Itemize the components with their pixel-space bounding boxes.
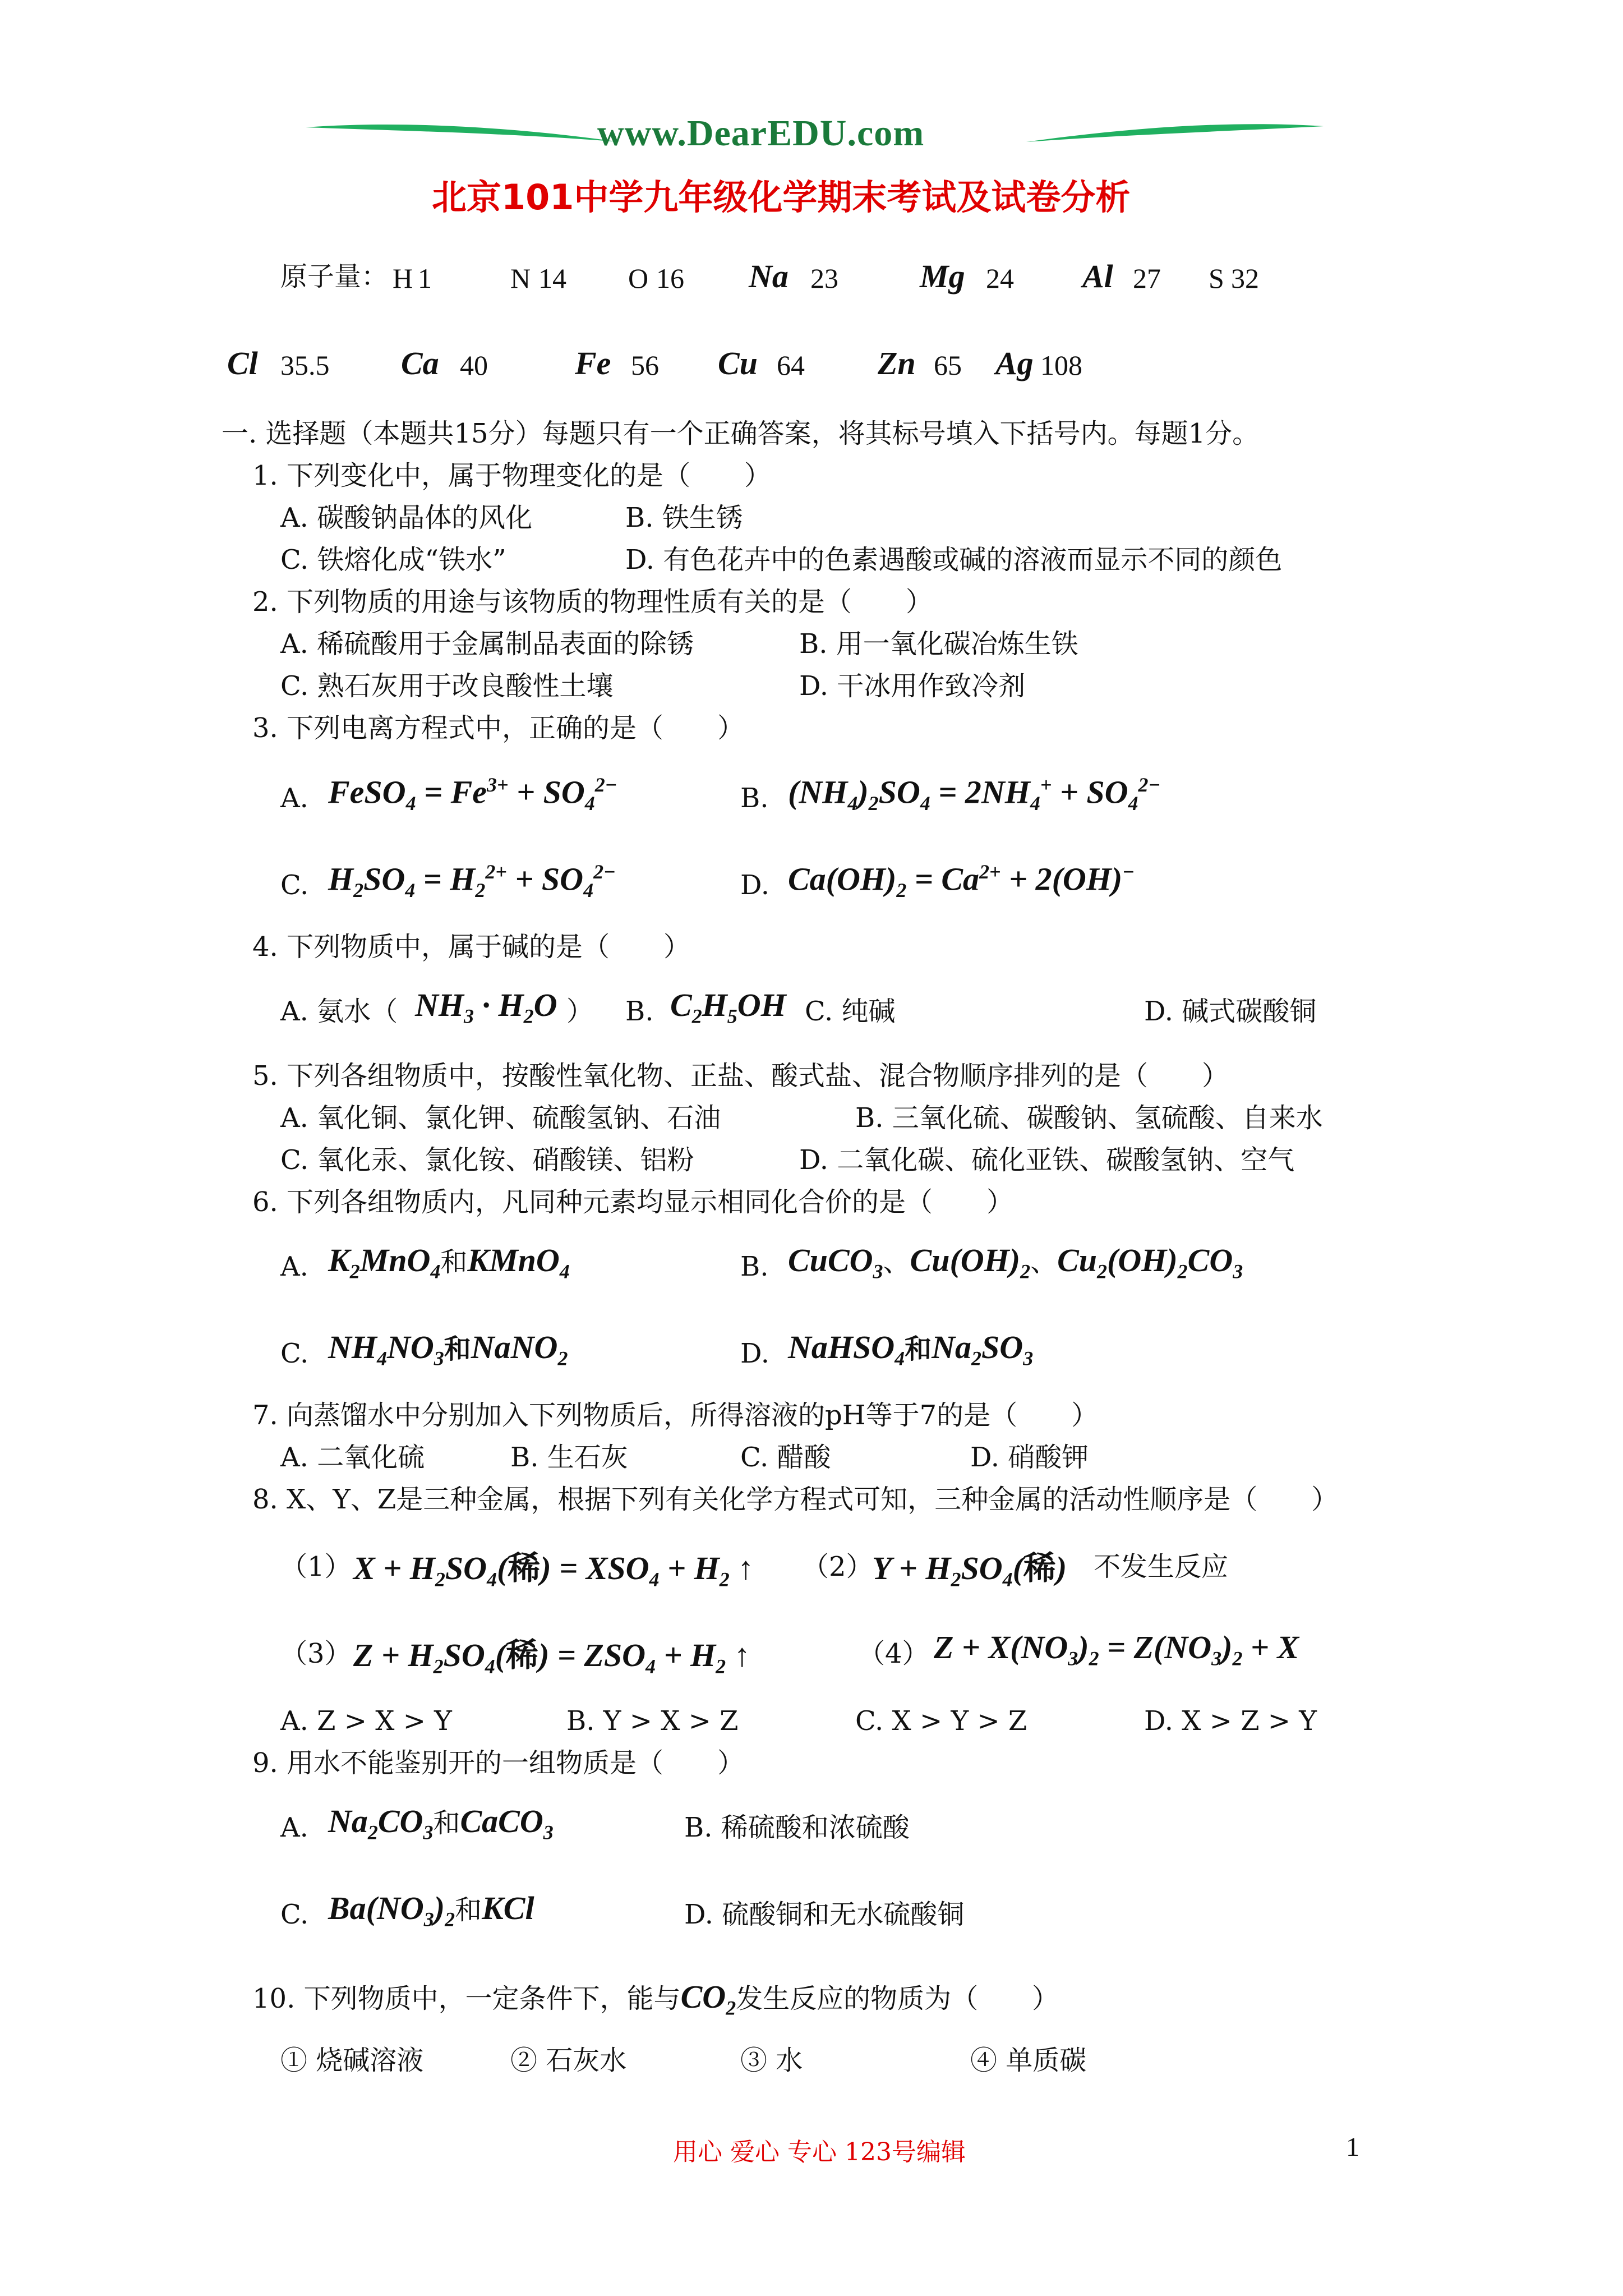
question-8-option-a: A. Z > X > Y [280, 1705, 452, 1737]
element-symbol: Cl [227, 345, 258, 381]
question-7-option-d: D. 硝酸钾 [970, 1442, 1089, 1473]
question-7-option-b: B. 生石灰 [510, 1442, 628, 1473]
question-4-formula-b: $C_2H_5OH$ [670, 987, 786, 1028]
question-8-equation-3: $Z + H_2SO_4$(稀) = $ZSO_4 + H_2$ ↑ [353, 1637, 750, 1678]
element-mass: 108 [1040, 349, 1082, 381]
question-5-stem: 5. 下列各组物质中，按酸性氧化物、正盐、酸式盐、混合物顺序排列的是（ ） [252, 1060, 1229, 1092]
question-9-formula-c: $Ba(NO_3)_2$和KCl [328, 1890, 534, 1931]
question-4-formula-a: $NH_3 \cdot H_2O$ [415, 987, 557, 1028]
element-symbol: N [510, 263, 531, 294]
question-6-formula-b: CuCO$_3$、$Cu(OH)_2$、$Cu_2(OH)_2CO_3$ [788, 1242, 1243, 1283]
question-8-stem: 8. X、Y、Z是三种金属，根据下列有关化学方程式可知，三种金属的活动性顺序是（ ） [252, 1484, 1339, 1515]
question-6-option-d-label: D. [740, 1338, 770, 1369]
element-mass: 14 [538, 263, 566, 294]
header-swoosh-right [1026, 121, 1324, 154]
question-6-option-b-label: B. [740, 1251, 769, 1282]
page-number: 1 [1346, 2132, 1359, 2162]
atomic-mass-label: 原子量： [280, 261, 389, 292]
question-8-option-b: B. Y > X > Z [566, 1705, 739, 1737]
question-3-stem: 3. 下列电离方程式中，正确的是（ ） [252, 712, 745, 744]
question-5-option-d: D. 二氧化碳、硫化亚铁、碳酸氢钠、空气 [799, 1144, 1295, 1176]
question-8-eq1-number: （1） [280, 1551, 352, 1582]
element-mass: 65 [934, 349, 962, 381]
element-mass: 35.5 [280, 349, 330, 381]
element-symbol: Mg [920, 258, 965, 295]
question-3-option-b-label: B. [740, 783, 769, 814]
question-9-option-d: D. 硫酸铜和无水硫酸铜 [684, 1899, 965, 1930]
question-3-equation-d: $Ca(OH)_2 = Ca^{2+} + 2(OH)^-$ [788, 861, 1135, 901]
question-8-eq2-number: （2） [802, 1551, 873, 1582]
question-10-option-1: ① 烧碱溶液 [280, 2045, 424, 2076]
question-9-option-c-label: C. [280, 1899, 309, 1930]
question-2-stem: 2. 下列物质的用途与该物质的物理性质有关的是（ ） [252, 586, 933, 618]
question-6-formula-a: $K_2MnO_4$和KMnO$_4$ [328, 1242, 570, 1283]
element-symbol: Al [1082, 258, 1113, 295]
element-mass: 40 [460, 349, 488, 381]
element-symbol: Ag [995, 345, 1034, 381]
question-7-option-a: A. 二氧化硫 [280, 1442, 425, 1473]
question-10-stem-end: 发生反应的物质为（ ） [736, 1983, 1059, 2014]
question-7-stem: 7. 向蒸馏水中分别加入下列物质后，所得溶液的pH等于7的是（ ） [252, 1400, 1099, 1431]
question-1-option-b: B. 铁生锈 [625, 502, 743, 533]
question-10-option-4: ④ 单质碳 [970, 2045, 1087, 2076]
question-8-equation-4: $Z + X(NO_3)_2 = Z(NO_3)_2 + X$ [934, 1629, 1299, 1670]
question-2-option-d: D. 干冰用作致冷剂 [799, 670, 1026, 702]
question-2-option-c: C. 熟石灰用于改良酸性土壤 [280, 670, 614, 702]
footer-text: 用心 爱心 专心 123号编辑 [673, 2138, 966, 2166]
question-3-equation-a: FeSO$_4$ = $Fe^{3+} + SO_4^{2-}$ [328, 774, 617, 815]
element-symbol: H [393, 263, 413, 294]
element-mass: 23 [810, 263, 838, 294]
element-mass: 32 [1231, 263, 1259, 294]
question-8-option-d: D. X > Z > Y [1144, 1705, 1317, 1737]
question-5-option-b: B. 三氧化硫、碳酸钠、氢硫酸、自来水 [855, 1102, 1323, 1134]
question-5-option-c: C. 氧化汞、氯化铵、硝酸镁、铝粉 [280, 1144, 694, 1176]
question-3-option-d-label: D. [740, 869, 770, 901]
question-1-option-c: C. 铁熔化成“铁水” [280, 544, 506, 576]
question-3-option-a-label: A. [280, 783, 308, 814]
question-3-equation-c: $H_2SO_4 = H_2^{2+} + SO_4^{2-}$ [328, 861, 616, 901]
element-symbol: S [1209, 263, 1224, 294]
question-8-no-reaction: 不发生反应 [1094, 1551, 1229, 1582]
question-6-option-a-label: A. [280, 1251, 308, 1282]
question-8-equation-1: $X + H_2SO_4$(稀) = $XSO_4 + H_2$ ↑ [353, 1550, 754, 1591]
question-10-option-2: ② 石灰水 [510, 2045, 627, 2076]
question-3-option-c-label: C. [280, 869, 309, 901]
question-4-stem: 4. 下列物质中，属于碱的是（ ） [252, 931, 691, 963]
question-4-option-b-label: B. [625, 996, 654, 1027]
site-url: www.DearEDU.com [597, 113, 925, 154]
element-mass: 56 [631, 349, 659, 381]
element-symbol: Ca [401, 345, 439, 381]
header-swoosh-left [306, 121, 620, 154]
question-1-option-d: D. 有色花卉中的色素遇酸或碱的溶液而显示不同的颜色 [625, 544, 1283, 576]
question-1-stem: 1. 下列变化中，属于物理变化的是（ ） [252, 460, 772, 491]
element-symbol: Na [749, 258, 789, 295]
question-5-option-a: A. 氧化铜、氯化钾、硫酸氢钠、石油 [280, 1102, 721, 1134]
question-10-stem-start: 10. 下列物质中，一定条件下，能与 [252, 1983, 681, 2014]
question-8-equation-2: $Y + H_2SO_4$(稀) [872, 1550, 1067, 1591]
question-6-stem: 6. 下列各组物质内，凡同种元素均显示相同化合价的是（ ） [252, 1186, 1014, 1218]
question-4-option-c: C. 纯碱 [805, 996, 896, 1027]
question-9-option-a-label: A. [280, 1812, 308, 1843]
question-6-option-c-label: C. [280, 1338, 309, 1369]
element-symbol: Cu [718, 345, 758, 381]
element-mass: 64 [777, 349, 805, 381]
question-7-option-c: C. 醋酸 [740, 1442, 831, 1473]
question-1-option-a: A. 碳酸钠晶体的风化 [280, 502, 533, 533]
question-8-eq4-number: （4） [858, 1638, 929, 1669]
question-3-equation-b: $(NH_4)_2SO_4 = 2NH_4^+ + SO_4^{2-}$ [788, 774, 1161, 815]
question-4-option-d: D. 碱式碳酸铜 [1144, 996, 1317, 1027]
atomic-mass-row-2 [0, 342, 1623, 387]
element-mass: 16 [656, 263, 684, 294]
question-10-option-3: ③ 水 [740, 2045, 803, 2076]
element-mass: 24 [986, 263, 1014, 294]
page-title: 北京101中学九年级化学期末考试及试卷分析 [432, 177, 1131, 218]
question-10-stem [252, 1977, 1059, 2021]
question-6-formula-c: $NH_4NO_3$和NaNO$_2$ [328, 1329, 568, 1370]
element-symbol: Fe [575, 345, 611, 381]
question-2-option-b: B. 用一氧化碳冶炼生铁 [799, 628, 1078, 660]
question-9-stem: 9. 用水不能鉴别开的一组物质是（ ） [252, 1747, 745, 1779]
atomic-mass-row-1 [0, 255, 1623, 300]
question-9-option-b: B. 稀硫酸和浓硫酸 [684, 1812, 910, 1843]
element-symbol: O [628, 263, 649, 294]
question-8-option-c: C. X > Y > Z [855, 1705, 1027, 1737]
question-4-option-a-close: ） [566, 996, 594, 1027]
element-symbol: Zn [878, 345, 916, 381]
question-4-option-a-label: A. 氨水（ [280, 996, 398, 1027]
question-2-option-a: A. 稀硫酸用于金属制品表面的除锈 [280, 628, 694, 660]
question-10-formula: $CO_2$ [680, 1978, 736, 2019]
question-6-formula-d: NaHSO$_4$和$Na_2SO_3$ [788, 1329, 1034, 1370]
element-mass: 27 [1133, 263, 1161, 294]
element-mass: 1 [418, 263, 432, 294]
question-8-eq3-number: （3） [280, 1638, 352, 1669]
question-9-formula-a: $Na_2CO_3$和CaCO$_3$ [328, 1803, 554, 1844]
section-heading: 一. 选择题（本题共15分）每题只有一个正确答案，将其标号填入下括号内。每题1分。 [222, 418, 1260, 449]
